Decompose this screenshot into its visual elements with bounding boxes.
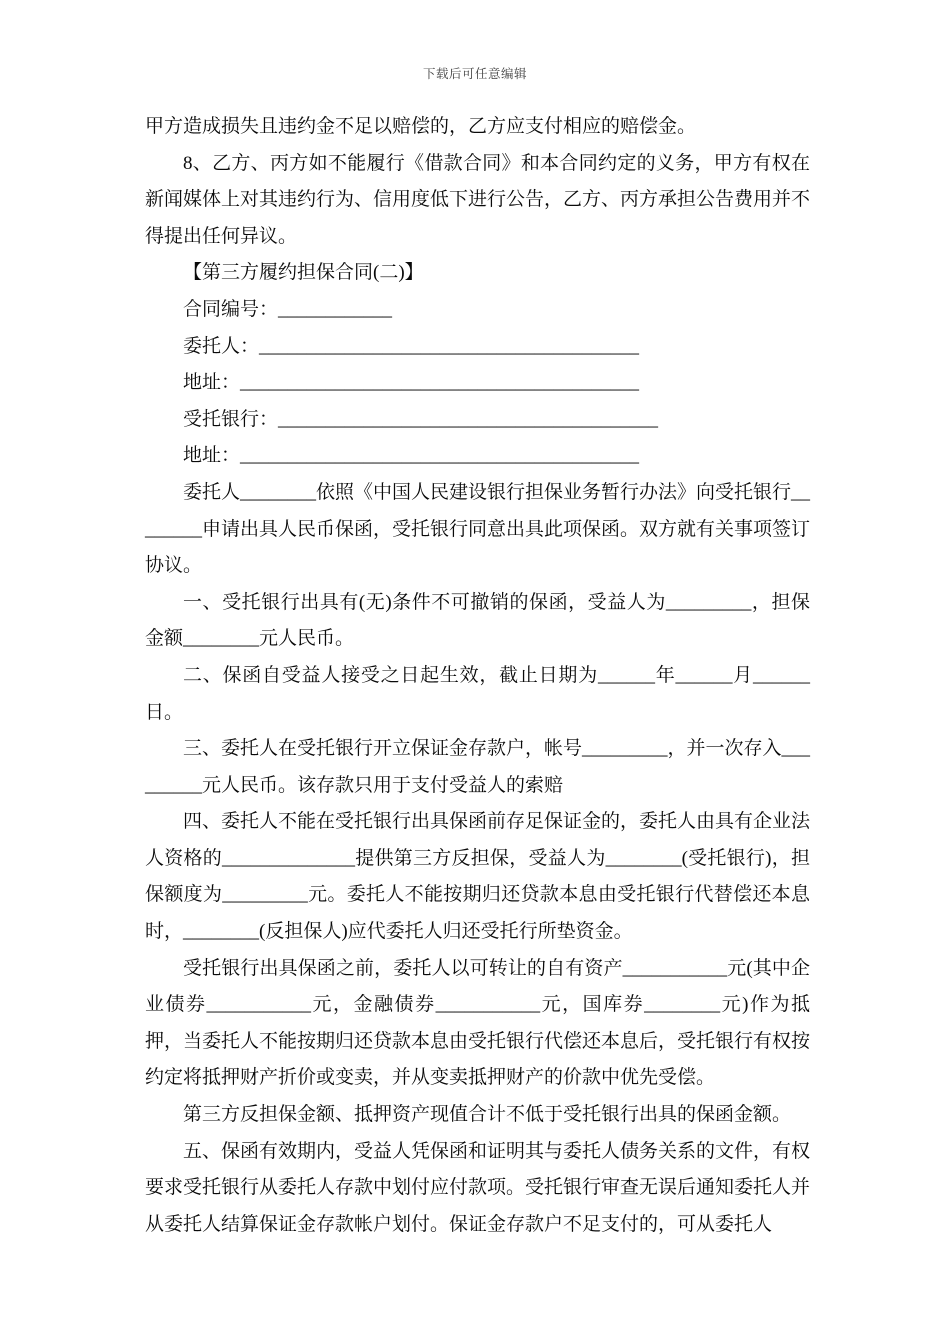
field-contract-number: 合同编号：____________ bbox=[183, 298, 393, 320]
field-principal: 委托人：________________________________________ bbox=[183, 335, 640, 357]
contract-document bbox=[145, 109, 810, 1243]
paragraph-continuation: 甲方造成损失且违约金不足以赔偿的，乙方应支付相应的赔偿金。 bbox=[145, 116, 697, 137]
paragraph-clause-5: 五、保函有效期内，受益人凭保函和证明其与委托人债务关系的文件，有权要求受托银行从委托人存款中划付应付款项。受托银行审查无误后通知委托人并从委托人结算保证金存款帐户划付。保证金存款户不足支付的，可从委托人 bbox=[145, 1140, 811, 1235]
paragraph-clause-4: 四、委托人不能在受托银行出具保函前存足保证金的，委托人由具有企业法人资格的______________提供第三方反担保，受益人为________(受托银行)，担保额度为_________元。委托人不能按期归还贷款本息由受托银行代替偿还本息时，________(反担保人)应代委托人归还受托行所垫资金。 bbox=[145, 811, 811, 943]
paragraph-intro: 委托人________依照《中国人民建设银行担保业务暂行办法》向受托银行________申请出具人民币保函，受托银行同意出具此项保函。双方就有关事项签订协议。 bbox=[145, 481, 811, 577]
field-entrusted-bank: 受托银行：________________________________________ bbox=[183, 408, 659, 430]
paragraph-clause-3: 三、委托人在受托银行开立保证金存款户，帐号_________，并一次存入_________元人民币。该存款只用于支付受益人的索赔 bbox=[145, 738, 811, 796]
paragraph-clause-8: 8、乙方、丙方如不能履行《借款合同》和本合同约定的义务，甲方有权在新闻媒体上对其违约行为、信用度低下进行公告，乙方、丙方承担公告费用并不得提出任何异议。 bbox=[145, 152, 811, 247]
download-note: 下载后可任意编辑 bbox=[422, 67, 527, 81]
field-address-2: 地址：__________________________________________ bbox=[183, 445, 640, 467]
paragraph-clause-4-total: 第三方反担保金额、抵押资产现值合计不低于受托银行出具的保函金额。 bbox=[183, 1104, 792, 1126]
paragraph-clause-1: 一、受托银行出具有(无)条件不可撤销的保函，受益人为_________，担保金额________元人民币。 bbox=[145, 591, 810, 650]
page-header bbox=[0, 0, 950, 82]
section-title: 【第三方履约担保合同(二)】 bbox=[183, 262, 424, 284]
field-address-1: 地址：__________________________________________ bbox=[183, 372, 640, 394]
paragraph-clause-2: 二、保函自受益人接受之日起生效，截止日期为______年______月______日。 bbox=[145, 664, 810, 723]
paragraph-clause-4-mortgage: 受托银行出具保函之前，委托人以可转让的自有资产___________元(其中企业债券___________元，金融债券___________元，国库券________元)作为抵押，当委托人不能按期归还贷款本息由受托银行代偿还本息后，受托银行有权按约定将抵押财产折价或变卖，并从变卖抵押财产的价款中优先受偿。 bbox=[145, 957, 811, 1089]
